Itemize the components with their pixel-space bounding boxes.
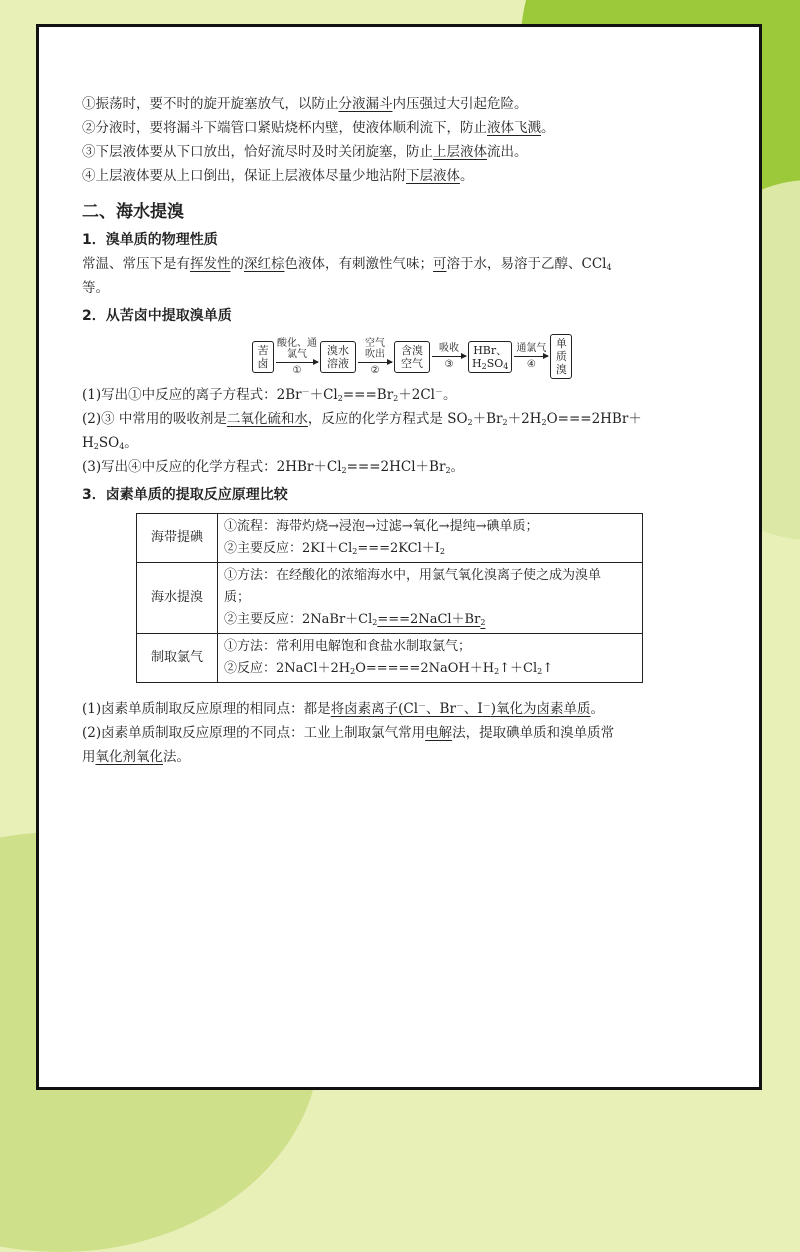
text-line: 常温、常压下是有挥发性的深红棕色液体，有刺激性气味；可溶于水，易溶于乙醇、CCl$_4$	[82, 256, 612, 272]
table-cell: ①方法：常利用电解饱和食盐水制取氯气； ②反应：$2NaCl+2H_2O=====2NaOH+H_2↑+Cl_2↑$	[218, 634, 643, 683]
text-line: (1)卤素单质制取反应原理的相同点：都是将卤素离子(Cl－、Br－、I－)氧化为卤素单质。	[82, 701, 605, 717]
text-line: (2)③ 中常用的吸收剂是二氧化硫和水，反应的化学方程式是 $SO_2+Br_2+2H_2O===2HBr+$	[82, 411, 642, 427]
text-line: 等。	[82, 280, 109, 296]
flow-box: 苦卤	[252, 341, 274, 373]
text-line: (1)写出①中反应的离子方程式：$2Br^-+Cl_2===Br_2+2Cl^-$。	[82, 387, 457, 403]
flow-arrow: 吸收 ③	[432, 343, 466, 370]
text-line: $H_2SO_4$。	[82, 435, 138, 451]
table-cell-label: 海水提溴	[137, 563, 218, 634]
subsection-title: 3．卤素单质的提取反应原理比较	[82, 487, 288, 503]
flow-box: HBr、 $H_2SO_4$	[468, 341, 512, 373]
text-line: (3)写出④中反应的化学方程式：$2HBr+Cl_2===2HCl+Br_2$。	[82, 459, 465, 475]
document-content	[82, 92, 682, 769]
flow-arrow: 通氯气 ④	[516, 343, 547, 370]
table-cell: ①流程：海带灼烧→浸泡→过滤→氧化→提纯→碘单质； ②主要反应：$2KI+Cl_2===2KCl+I_2$	[218, 514, 643, 563]
table-cell: ①方法：在经酸化的浓缩海水中，用氯气氧化溴离子使之成为溴单 质； ②主要反应：$2NaBr+Cl_2===2NaCl+Br_2$	[218, 563, 643, 634]
text-line: (2)卤素单质制取反应原理的不同点：工业上制取氯气常用电解法，提取碘单质和溴单质常	[82, 725, 615, 741]
flow-arrow: 酸化、通氯气 ①	[277, 337, 317, 376]
flow-box: 溴水溶液	[320, 341, 356, 373]
text-line: ③下层液体要从下口放出，恰好流尽时及时关闭旋塞，防止上层液体流出。	[82, 144, 528, 160]
text-line: ①振荡时，要不时的旋开旋塞放气，以防止分液漏斗内压强过大引起危险。	[82, 96, 528, 112]
comparison-table	[136, 513, 643, 683]
table-cell-label: 海带提碘	[137, 514, 218, 563]
subsection-title: 2．从苦卤中提取溴单质	[82, 308, 232, 324]
table-row	[137, 563, 643, 634]
flow-diagram	[252, 334, 682, 379]
text-line: 用氧化剂氧化法。	[82, 749, 190, 765]
flow-box: 含溴空气	[394, 341, 430, 373]
flow-box: 单质溴	[550, 334, 572, 379]
section-title: 二、海水提溴	[82, 202, 184, 222]
subsection-title: 1．溴单质的物理性质	[82, 232, 218, 248]
table-row	[137, 634, 643, 683]
table-cell-label: 制取氯气	[137, 634, 218, 683]
table-row	[137, 514, 643, 563]
text-line: ④上层液体要从上口倒出，保证上层液体尽量少地沾附下层液体。	[82, 168, 474, 184]
text-line: ②分液时，要将漏斗下端管口紧贴烧杯内壁，使液体顺利流下，防止液体飞溅。	[82, 120, 555, 136]
flow-arrow: 空气吹出 ②	[358, 338, 392, 376]
